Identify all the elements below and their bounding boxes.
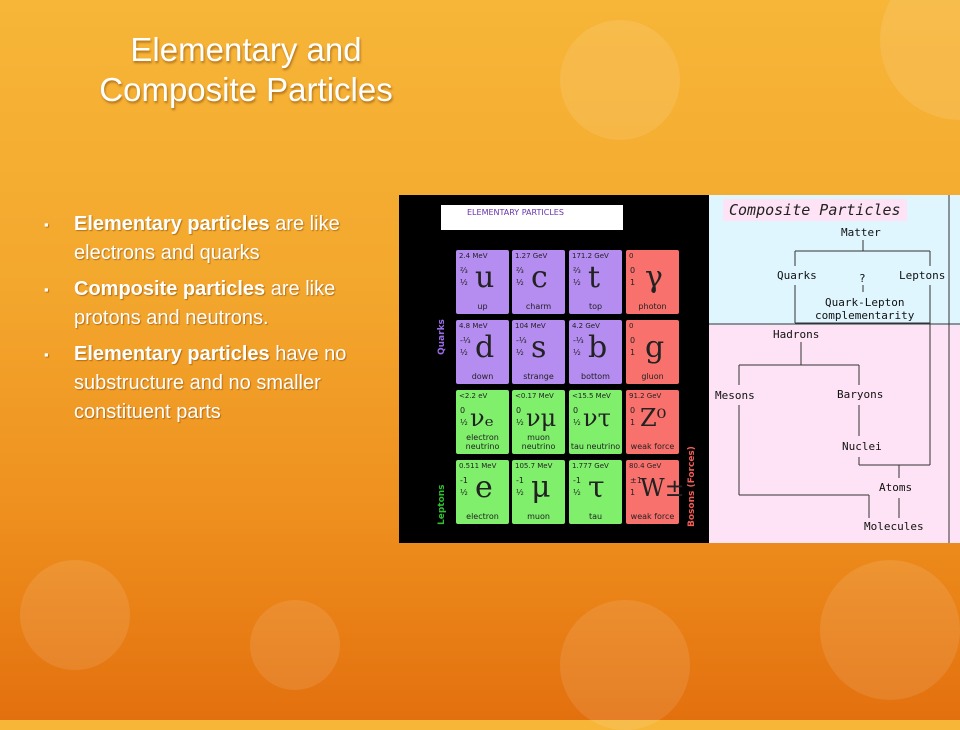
particle-name: muon neutrino <box>521 433 556 451</box>
particle-name: weak force <box>630 512 675 521</box>
composite-particles-diagram <box>709 195 960 543</box>
particle-spin: 1 <box>630 348 636 357</box>
particle-name: tau neutrino <box>570 442 621 451</box>
node-nuclei: Nuclei <box>842 440 882 453</box>
particle-symbol: s <box>531 330 547 365</box>
particle-charge: -⅓ <box>460 336 471 345</box>
particle-symbol: c <box>531 260 548 295</box>
particle-charge: -⅓ <box>573 336 584 345</box>
particle-charge: 0 <box>573 406 579 415</box>
node-mesons: Mesons <box>715 389 755 402</box>
particle-name: down <box>471 372 494 381</box>
particle-cell <box>456 320 509 384</box>
bullet-bold: Composite particles <box>74 278 266 300</box>
particle-symbol: γ <box>645 260 663 295</box>
particle-symbol: W± <box>640 474 685 502</box>
particle-charge-spin <box>573 265 581 289</box>
particle-symbol: Z⁰ <box>640 404 667 432</box>
elementary-particles-chart <box>399 195 709 543</box>
particle-cell <box>569 460 622 524</box>
node-question: ? <box>859 272 866 285</box>
particle-mass: 4.8 MeV <box>459 322 488 330</box>
particle-charge: ⅔ <box>460 266 468 275</box>
particle-name: top <box>588 302 603 311</box>
particle-mass: 0 <box>629 252 634 260</box>
bullet-bold: Elementary particles <box>74 213 270 235</box>
particle-spin: 1 <box>630 278 636 287</box>
title-line-2: Composite Particles <box>99 71 393 108</box>
particle-charge: ±1 <box>630 476 642 485</box>
particle-cell <box>456 460 509 524</box>
leptons-side-label: Leptons <box>437 484 447 525</box>
particle-name: up <box>477 302 488 311</box>
particle-charge-spin <box>573 335 584 359</box>
particle-spin: ½ <box>573 278 581 287</box>
particle-name: strange <box>523 372 554 381</box>
particle-symbol: νμ <box>526 404 557 432</box>
particle-cell <box>569 390 622 454</box>
background-flower <box>20 560 130 670</box>
bullet-item <box>42 340 387 427</box>
node-atoms: Atoms <box>879 481 913 494</box>
particle-cell <box>626 390 679 454</box>
particle-charge-spin <box>573 475 581 499</box>
particle-symbol: d <box>475 330 495 365</box>
node-leptons: Leptons <box>899 269 946 282</box>
particle-symbol: g <box>645 330 665 365</box>
particle-symbol: τ <box>588 470 605 505</box>
particle-spin: 1 <box>630 418 636 427</box>
particle-charge: 0 <box>516 406 522 415</box>
particle-symbol: νₑ <box>470 404 494 432</box>
particle-spin: ½ <box>460 278 468 287</box>
particle-spin: ½ <box>573 488 581 497</box>
particle-cell <box>626 250 679 314</box>
particle-spin: ½ <box>516 418 524 427</box>
particle-name: electron <box>466 512 499 521</box>
particle-spin: ½ <box>460 418 468 427</box>
bullet-list <box>42 210 387 434</box>
particle-name: muon <box>527 512 550 521</box>
particle-cell <box>512 250 565 314</box>
particle-mass: 1.27 GeV <box>515 252 548 260</box>
particle-mass: 80.4 GeV <box>629 462 662 470</box>
particle-spin: ½ <box>573 418 581 427</box>
bullet-text: have no substructure and no smaller constituent parts <box>74 343 347 423</box>
particle-spin: ½ <box>516 488 524 497</box>
particle-cell <box>456 390 509 454</box>
particle-symbol: u <box>475 260 495 295</box>
particle-charge-spin <box>630 265 635 289</box>
particle-charge: 0 <box>630 336 636 345</box>
particle-spin: ½ <box>573 348 581 357</box>
particle-charge: -⅓ <box>516 336 527 345</box>
particle-name: gluon <box>641 372 664 381</box>
background-flower <box>560 600 690 730</box>
particle-charge-spin <box>573 405 581 429</box>
particle-mass: <2.2 eV <box>459 392 488 400</box>
particle-charge-spin <box>516 335 527 359</box>
node-complementarity: complementarity <box>815 309 915 322</box>
background-flower <box>250 600 340 690</box>
particle-charge-spin <box>630 335 635 359</box>
particle-name: charm <box>525 302 552 311</box>
bullet-text: are like protons and neutrons. <box>74 278 336 329</box>
particle-symbol: μ <box>531 470 551 505</box>
node-hadrons: Hadrons <box>773 328 820 341</box>
particle-name: electron neutrino <box>465 433 500 451</box>
particle-spin: ½ <box>460 348 468 357</box>
quarks-side-label: Quarks <box>437 319 447 355</box>
particle-spin: ½ <box>516 278 524 287</box>
particle-charge: ⅔ <box>516 266 524 275</box>
background-flower <box>560 20 680 140</box>
bullet-text: are like electrons and quarks <box>74 213 340 264</box>
particle-mass: 105.7 MeV <box>515 462 553 470</box>
particle-name: tau <box>588 512 603 521</box>
particle-mass: 104 MeV <box>515 322 546 330</box>
particle-spin: ½ <box>460 488 468 497</box>
bosons-side-label: Bosons (Forces) <box>687 446 697 527</box>
node-quark-lepton: Quark-Lepton <box>825 296 905 309</box>
particle-symbol: b <box>588 330 608 365</box>
particle-charge: -1 <box>573 476 581 485</box>
particle-mass: 4.2 GeV <box>572 322 600 330</box>
particle-cell <box>569 250 622 314</box>
node-baryons: Baryons <box>837 388 884 401</box>
particle-charge-spin <box>460 335 471 359</box>
particle-mass: 171.2 GeV <box>572 252 609 260</box>
particle-cell <box>512 320 565 384</box>
particle-name: weak force <box>630 442 675 451</box>
particle-spin: ½ <box>516 348 524 357</box>
particle-cell <box>512 460 565 524</box>
particle-spin: 1 <box>630 488 636 497</box>
hierarchy-lines <box>709 195 960 543</box>
particle-mass: 1.777 GeV <box>572 462 609 470</box>
particle-mass: <0.17 MeV <box>515 392 554 400</box>
particle-symbol: t <box>588 260 601 295</box>
bullet-marker-icon: ▪ <box>44 217 49 232</box>
particle-charge-spin <box>516 265 524 289</box>
particle-charge-spin <box>460 265 468 289</box>
background-flower <box>880 0 960 120</box>
particle-name: photon <box>638 302 667 311</box>
particle-symbol: ντ <box>583 404 611 432</box>
particle-cell <box>456 250 509 314</box>
slide-title <box>36 30 456 110</box>
bullet-bold: Elementary particles <box>74 343 270 365</box>
particle-mass: 0.511 MeV <box>459 462 497 470</box>
title-line-1: Elementary and <box>130 31 362 68</box>
particle-name: bottom <box>581 372 610 381</box>
particle-charge-spin <box>630 405 635 429</box>
bullet-marker-icon: ▪ <box>44 347 49 362</box>
composite-particles-title: Composite Particles <box>723 199 907 221</box>
particle-cell <box>569 320 622 384</box>
particle-charge: -1 <box>516 476 524 485</box>
particle-mass: <15.5 MeV <box>572 392 611 400</box>
particle-charge-spin <box>516 475 524 499</box>
bullet-item <box>42 210 387 268</box>
particle-charge-spin <box>516 405 524 429</box>
background-flower <box>820 560 960 700</box>
node-molecules: Molecules <box>864 520 924 533</box>
node-matter: Matter <box>841 226 881 239</box>
node-quarks: Quarks <box>777 269 817 282</box>
particle-symbol: e <box>475 470 493 505</box>
particle-charge: 0 <box>630 266 636 275</box>
particle-charge: ⅔ <box>573 266 581 275</box>
particle-charge-spin <box>460 405 468 429</box>
particle-mass: 91.2 GeV <box>629 392 662 400</box>
particle-cell <box>626 320 679 384</box>
particle-mass: 0 <box>629 322 634 330</box>
particle-cell <box>626 460 685 524</box>
particle-cell <box>512 390 565 454</box>
bullet-marker-icon: ▪ <box>44 282 49 297</box>
particle-charge: -1 <box>460 476 468 485</box>
particle-charge: 0 <box>460 406 466 415</box>
elementary-particles-label: ELEMENTARY PARTICLES <box>441 205 623 230</box>
bullet-item <box>42 275 387 333</box>
particle-charge: 0 <box>630 406 636 415</box>
particle-mass: 2.4 MeV <box>459 252 488 260</box>
particle-charge-spin <box>460 475 468 499</box>
